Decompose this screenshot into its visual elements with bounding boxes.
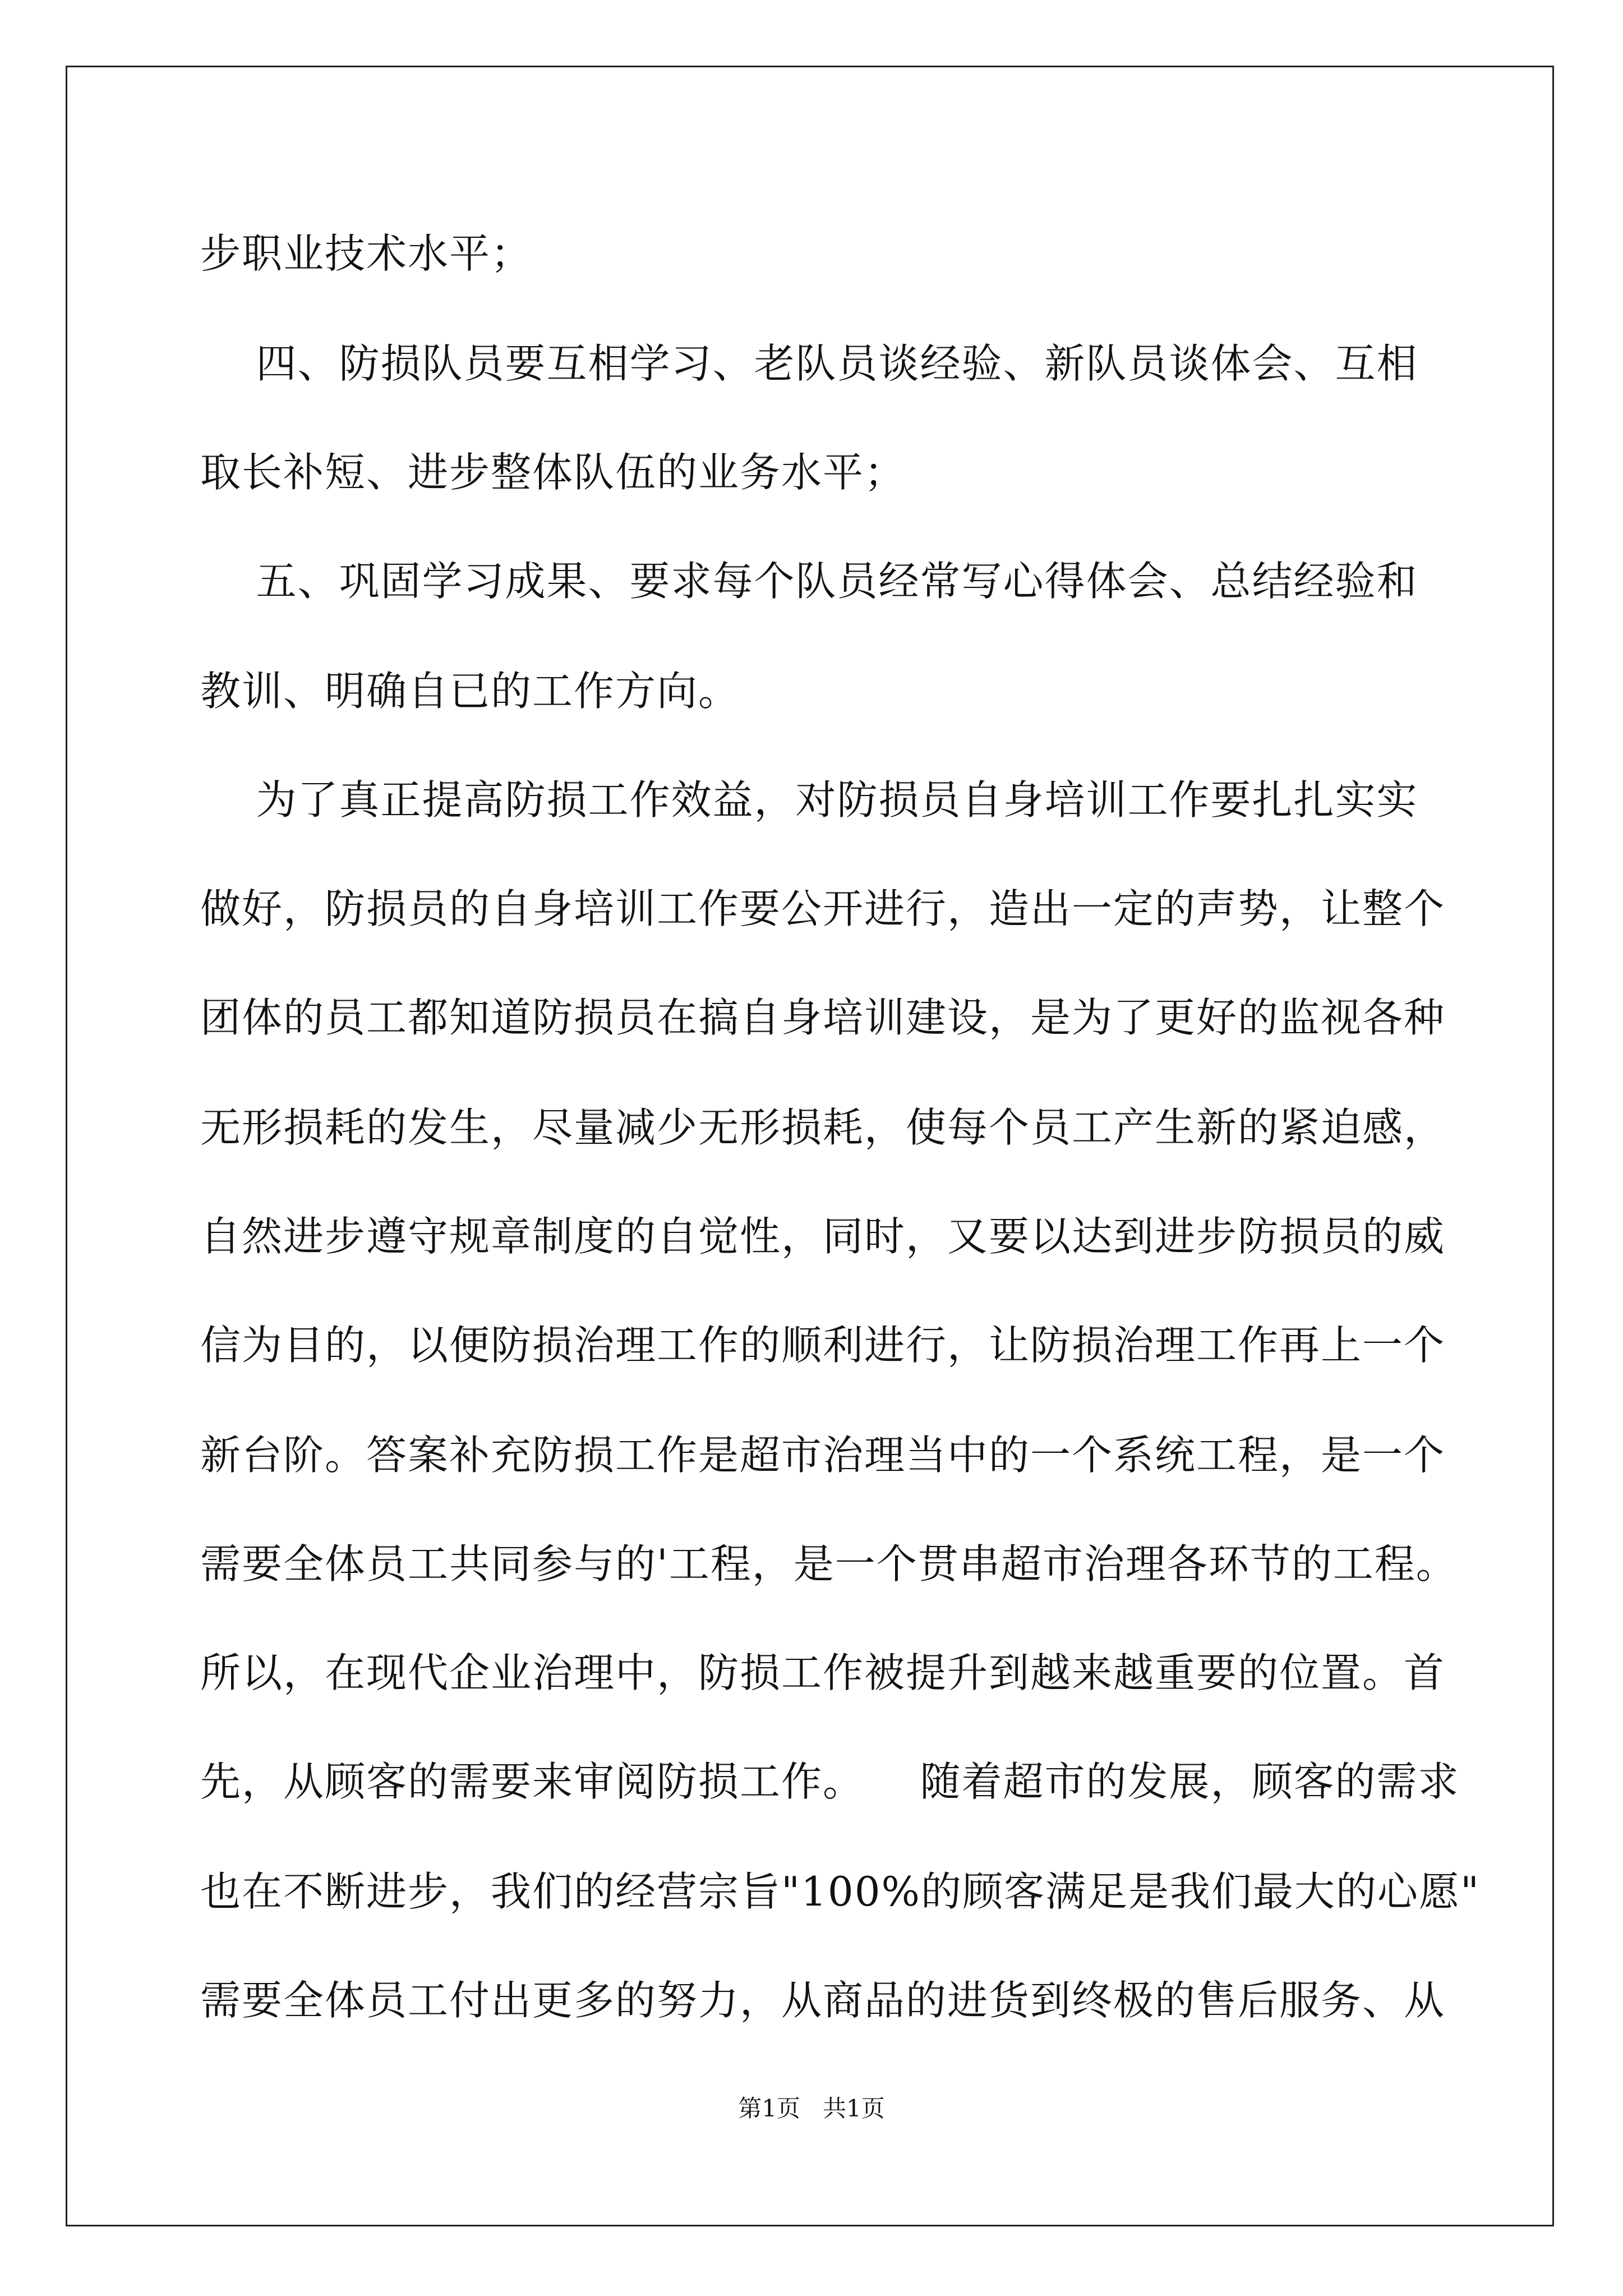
body-line-1: 步职业技术水平； xyxy=(200,230,533,277)
body-line-6: 为了真正提高防损工作效益，对防损员自身培训工作要扎扎实实 xyxy=(200,776,1418,823)
body-line-14: 所以，在现代企业治理中，防损工作被提升到越来越重要的位置。首 xyxy=(200,1649,1446,1696)
body-line-16: 也在不断进步，我们的经营宗旨"100%的顾客满足是我们最大的心愿" xyxy=(200,1868,1481,1915)
body-line-12: 新台阶。答案补充防损工作是超市治理当中的一个系统工程，是一个 xyxy=(200,1432,1446,1479)
body-line-11: 信为目的，以便防损治理工作的顺利进行，让防损治理工作再上一个 xyxy=(200,1322,1446,1369)
body-line-15: 先，从顾客的需要来审阅防损工作。 随着超市的发展，顾客的需求 xyxy=(200,1758,1460,1805)
body-line-17: 需要全体员工付出更多的努力，从商品的进货到终极的售后服务、从 xyxy=(200,1977,1446,2024)
body-line-2: 四、防损队员要互相学习、老队员谈经验、新队员谈体会、互相 xyxy=(200,340,1418,387)
body-line-4: 五、巩固学习成果、要求每个队员经常写心得体会、总结经验和 xyxy=(200,558,1418,605)
body-line-13: 需要全体员工共同参与的'工程，是一个贯串超市治理各环节的工程。 xyxy=(200,1540,1458,1588)
page-footer: 第1页 共1页 xyxy=(738,2095,885,2122)
body-line-9: 无形损耗的发生，尽量减少无形损耗，使每个员工产生新的紧迫感， xyxy=(200,1104,1446,1151)
body-line-10: 自然进步遵守规章制度的自觉性，同时，又要以达到进步防损员的威 xyxy=(200,1213,1446,1260)
body-line-7: 做好，防损员的自身培训工作要公开进行，造出一定的声势，让整个 xyxy=(200,885,1446,932)
body-line-3: 取长补短、进步整体队伍的业务水平； xyxy=(200,449,906,496)
body-line-5: 教训、明确自已的工作方向。 xyxy=(200,668,740,715)
body-line-8: 团体的员工都知道防损员在搞自身培训建设，是为了更好的监视各种 xyxy=(200,994,1446,1041)
